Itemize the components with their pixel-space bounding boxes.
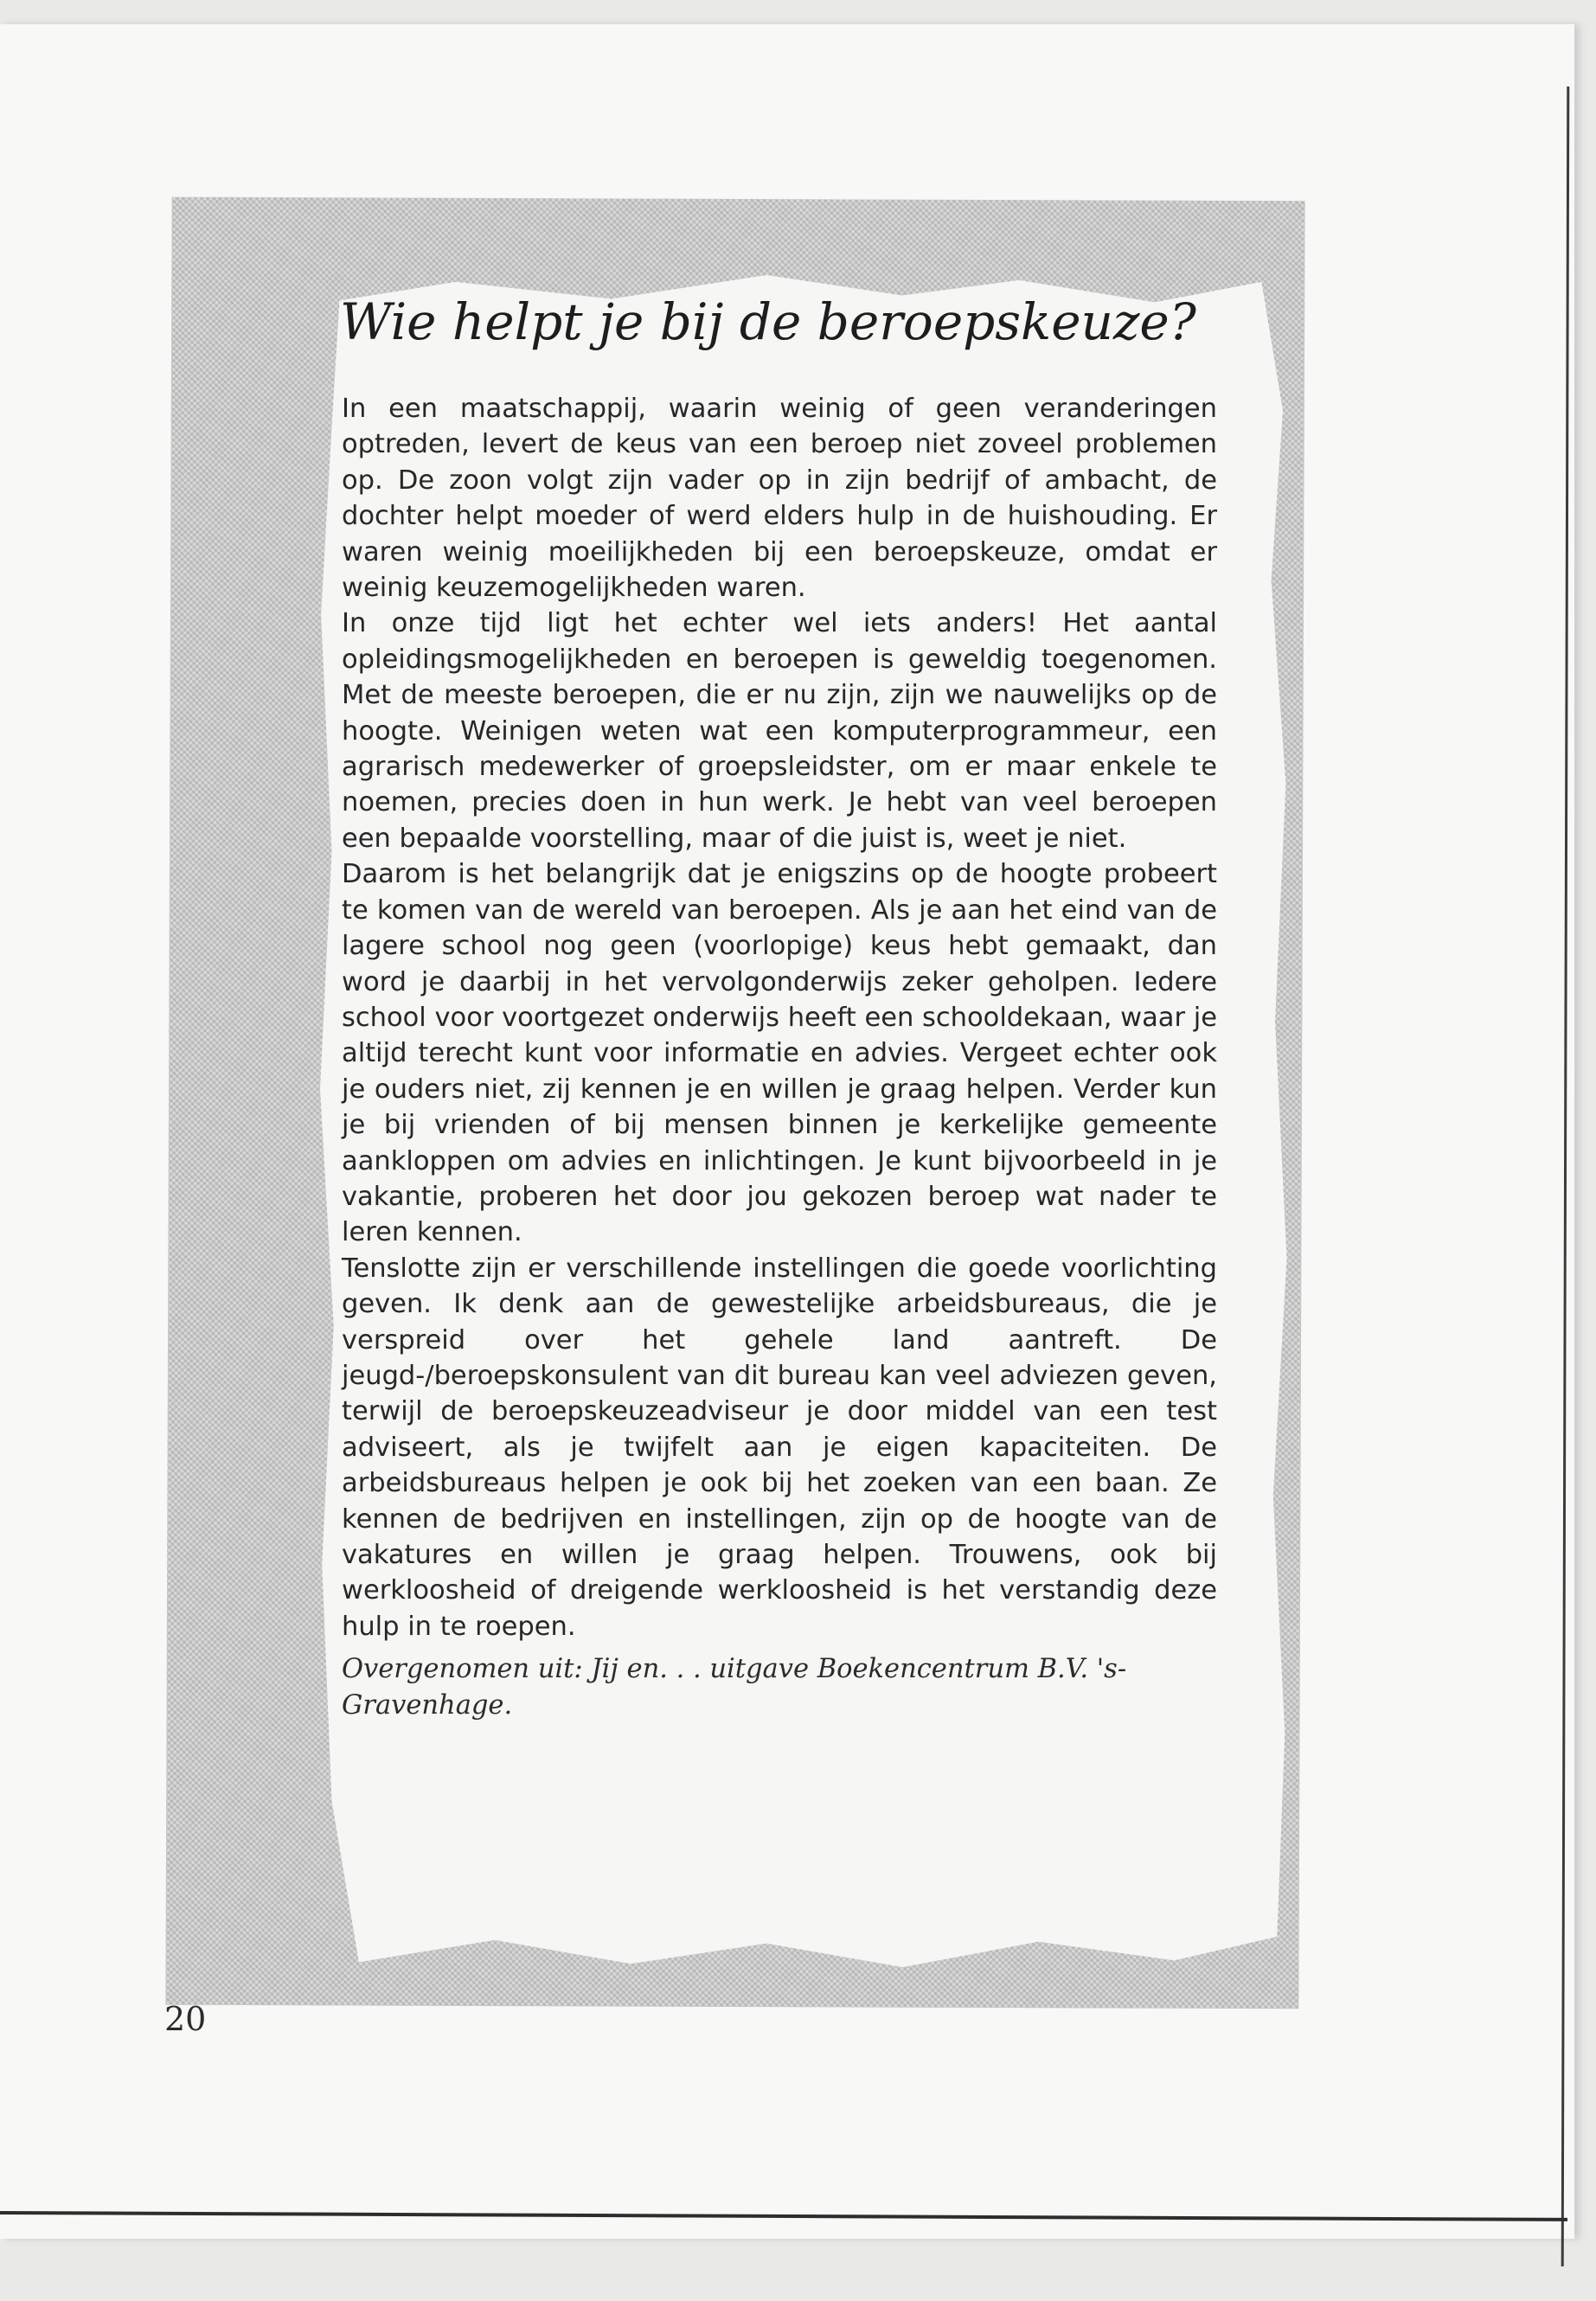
article-body (342, 391, 1217, 1723)
article-title: Wie helpt je bij de beroepskeuze? (340, 292, 1196, 351)
source-credit: Overgenomen uit: Jij en. . . uitgave Boekencentrum B.V. 's-Gravenhage. (342, 1654, 1127, 1721)
paragraph-1: In een maatschappij, waarin weinig of geen veranderingen optreden, levert de keus van een beroep niet zoveel problemen op. De zoon volgt zijn vader op in zijn bedrijf of ambacht, de dochter helpt moeder of werd elders hulp in de huishouding. Er waren weinig moeilijkheden bij een beroepskeuze, omdat er weinig keuzemogelijkheden waren. (342, 394, 1217, 604)
page-number: 20 (164, 2000, 207, 2038)
paragraph-2: In onze tijd ligt het echter wel iets anders! Het aantal opleidingsmogelijkheden en beroepen is geweldig toegenomen. Met de meeste beroepen, die er nu zijn, zijn we nauwelijks op de hoogte. Weinigen weten wat een komputerprogrammeur, een agrarisch medewerker of groepsleidster, om er maar enkele te noemen, precies doen in hun werk. Je hebt van veel beroepen een bepaalde voorstelling, maar of die juist is, weet je niet. (342, 608, 1217, 854)
paragraph-3: Daarom is het belangrijk dat je enigszins op de hoogte probeert te komen van de wereld van beroepen. Als je aan het eind van de lagere school nog geen (voorlopige) keus hebt gemaakt, dan word je daarbij in het vervolgonderwijs zeker geholpen. Iedere school voor voortgezet onderwijs heeft een schooldekaan, waar je altijd terecht kunt voor informatie en advies. Vergeet echter ook je ouders niet, zij kennen je en willen je graag helpen. Verder kun je bij vrienden of bij mensen binnen je kerkelijke gemeente aankloppen om advies en inlichtingen. Je kunt bijvoorbeeld in je vakantie, proberen het door jou gekozen beroep wat nader te leren kennen. (342, 859, 1217, 1248)
paragraph-4: Tenslotte zijn er verschillende instellingen die goede voorlichting geven. Ik denk aan de gewestelijke arbeidsbureaus, die je verspreid over het gehele land aantreft. De jeugd-/beroepskonsulent van dit bureau kan veel adviezen geven, terwijl de beroepskeuzeadviseur je door middel van een test adviseert, als je twijfelt aan je eigen kapaciteiten. De arbeidsbureaus helpen je ook bij het zoeken van een baan. Ze kennen de bedrijven en instellingen, zijn op de hoogte van de vakatures en willen je graag helpen. Trouwens, ook bij werkloosheid of dreigende werkloosheid is het verstandig deze hulp in te roepen. (342, 1253, 1217, 1642)
